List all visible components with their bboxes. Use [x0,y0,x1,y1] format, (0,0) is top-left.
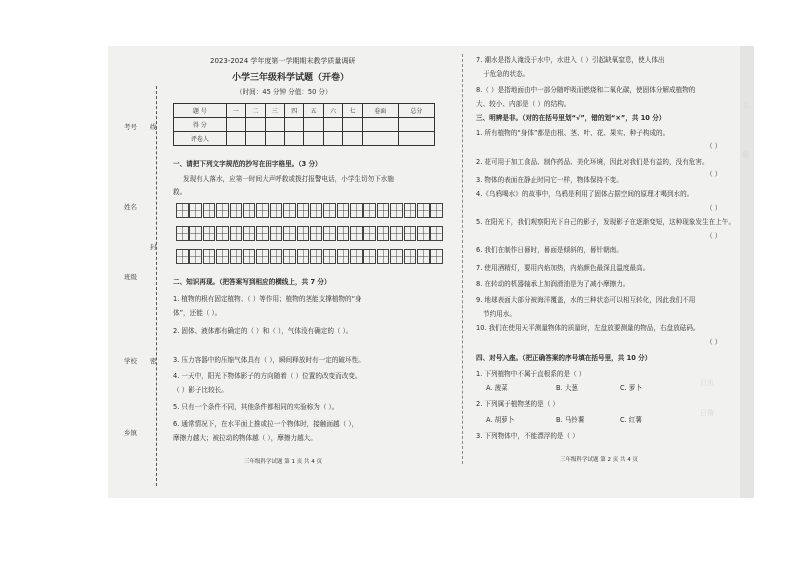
tianzige-cell[interactable] [176,249,189,264]
score-header-cell: 五 [304,104,323,118]
tianzige-cell[interactable] [310,203,323,218]
tianzige-cell[interactable] [270,226,283,241]
tianzige-cell[interactable] [350,203,363,218]
tianzige-cell[interactable] [404,203,417,218]
time-score-info: （时间：45 分钟 分值：50 分） [236,88,332,96]
tianzige-cell[interactable] [310,226,323,241]
tianzige-cell[interactable] [203,249,216,264]
question-2-2: 2. 固体、液体都有确定的（ ）和（ ），气体没有确定的（ ）。 [173,327,353,335]
tf-9-line2: 节约用水。 [483,310,516,318]
section4-title: 四、对号入座。（把正确答案的序号填在括号里，共 10 分） [476,354,652,362]
tianzige-cell[interactable] [404,249,417,264]
score-header-cell: 总分 [398,104,434,118]
tf-4-answer[interactable]: （ ） [706,204,722,212]
question-2-5: 5. 只有一个条件不同，其他条件都相同的实验称为（ ）。 [173,403,339,411]
tianzige-cell[interactable] [216,226,229,241]
tianzige-cell[interactable] [390,249,403,264]
question-2-6-line1: 6. 通常情况下，在水平面上推或拉一个物体时，接触面越（ ）， [173,420,359,428]
exam-title: 小学三年级科学试题（开卷） [232,73,350,83]
tianzige-cell[interactable] [203,203,216,218]
section1-text-line1: 发现有人落水，应第一时间大声呼救或拨打报警电话，小学生切勿下水施 [183,175,394,183]
tf-5: 5. 在阳光下，我们观察阳光下自己的影子，发现影子在逐渐变短，这种现象发生在上午。 [476,218,735,226]
section1-text-line2: 救。 [173,188,187,196]
tianzige-cell[interactable] [176,203,189,218]
page-footer-1: 三年级科学试题 第 1 页 共 4 页 [244,459,322,465]
tianzige-cell[interactable] [270,249,283,264]
tf-5-answer[interactable]: （ ） [706,232,722,240]
name-label: 姓名 [124,203,137,211]
tianzige-cell[interactable] [350,226,363,241]
tianzige-cell[interactable] [176,226,189,241]
question-2-7-line1: 7. 潮水是指人淹没于水中，水进入（ ）引起缺氧窒息，使人体出 [476,56,665,64]
grader-row-label: 评卷人 [174,132,227,146]
class-label: 班级 [124,273,137,281]
tf-4: 4.《乌鸦喝水》的故事中，乌鸦是利用了固体占据空间的原理才喝到水的。 [476,190,694,198]
score-table [173,103,435,146]
tianzige-cell[interactable] [363,249,376,264]
score-header-cell: 题 号 [174,104,227,118]
score-header-cell: 一 [226,104,245,118]
tianzige-cell[interactable] [337,249,350,264]
tianzige-cell[interactable] [230,249,243,264]
tianzige-cell[interactable] [189,249,202,264]
tianzige-cell[interactable] [283,226,296,241]
tianzige-row[interactable] [176,226,444,241]
tianzige-cell[interactable] [297,203,310,218]
tianzige-row[interactable] [176,203,444,218]
mc-3: 3. 下列物体中，不能漂浮的是（ ） [476,432,579,440]
tianzige-cell[interactable] [256,226,269,241]
township-label: 乡镇 [124,429,137,437]
mc-2: 2. 下列属于植物茎的是（ ） [476,400,560,408]
score-header-cell: 四 [285,104,304,118]
tianzige-cell[interactable] [243,249,256,264]
tf-1-answer[interactable]: （ ） [706,142,722,150]
tianzige-cell[interactable] [390,226,403,241]
bleed-through-text: 题 [742,151,749,159]
tianzige-cell[interactable] [270,203,283,218]
mc-1-option-b[interactable]: B. 大葱 [556,384,578,392]
section2-title: 二、知识再现。（把答案写到相应的横线上，共 7 分） [173,278,331,286]
tianzige-cell[interactable] [377,249,390,264]
score-header-cell: 六 [323,104,342,118]
tf-8: 8. 在转动的机器轴承上加润滑油是为了减小摩擦力。 [476,280,630,288]
tianzige-cell[interactable] [430,203,443,218]
mc-2-option-c[interactable]: C. 红薯 [620,416,642,424]
question-2-8-line2: 大、较小、内部是（ ）的结构。 [476,100,571,108]
seal-mark-secret: 密 [150,357,157,365]
mc-1-option-c[interactable]: C. 萝卜 [620,384,642,392]
tf-3: 3. 物体的表面在静止时同它一样，物体保持不变。 [476,176,623,184]
tianzige-cell[interactable] [363,203,376,218]
tianzige-cell[interactable] [417,226,430,241]
page-footer-2: 三年级科学试题 第 2 页 共 4 页 [560,457,638,463]
tianzige-cell[interactable] [430,249,443,264]
student-id-label: 考号 [124,123,137,131]
tianzige-cell[interactable] [297,226,310,241]
tianzige-cell[interactable] [323,203,336,218]
exam-header: 2023-2024 学年度第一学期期末教学质量调研 [210,57,356,65]
tianzige-cell[interactable] [337,203,350,218]
tf-10: 10. 我们在使用天平测量物体的质量时，左盘放要测量的物品，右盘放砝码。 [476,324,700,332]
tianzige-cell[interactable] [189,226,202,241]
tianzige-cell[interactable] [243,203,256,218]
seal-mark-seal: 封 [150,243,157,251]
tianzige-cell[interactable] [230,203,243,218]
score-header-cell: 卷面 [362,104,398,118]
question-2-4-line1: 4. 一天中，阳光下物体影子的方向随着（ ）位置的改变而改变。 [173,372,362,380]
tianzige-cell[interactable] [203,226,216,241]
tianzige-cell[interactable] [283,249,296,264]
tianzige-cell[interactable] [216,249,229,264]
question-2-7-line2: 于危急的状态。 [483,70,530,78]
question-2-1-line1: 1. 植物的根有固定植物、（ ）等作用；植物的茎能支撑植物的“身 [173,295,362,303]
section3-title: 三、明辨是非。（对的在括号里划“√”，错的划“×”，共 10 分） [476,114,666,122]
scan-shadow-right [740,46,754,498]
question-2-8-line1: 8.（ ）是指地面由中一部分随呼吸而燃烧和二氧化碳，使固体分解成植物的 [476,86,696,94]
tianzige-cell[interactable] [189,203,202,218]
tianzige-cell[interactable] [243,226,256,241]
tf-9-line1: 9. 地球表面大部分被海洋覆盖，水的三种状态可以相互转化，因此我们不用 [476,296,696,304]
tianzige-cell[interactable] [283,203,296,218]
mc-1-option-a[interactable]: A. 菠菜 [486,384,508,392]
tianzige-cell[interactable] [297,249,310,264]
tianzige-cell[interactable] [337,226,350,241]
tianzige-cell[interactable] [323,226,336,241]
score-header-cell: 二 [246,104,265,118]
question-2-4-line2: （ ）影子比较长。 [173,386,228,394]
tianzige-cell[interactable] [417,249,430,264]
tianzige-cell[interactable] [310,249,323,264]
tianzige-cell[interactable] [430,226,443,241]
bleed-through-text: 上 [742,101,749,109]
bleed-through-text: 日出 [700,379,714,387]
tianzige-cell[interactable] [230,226,243,241]
tianzige-cell[interactable] [216,203,229,218]
bleed-through-text: 日落 [700,409,714,417]
tf-2: 2. 花可用于加工食品、制作药品、美化环境，因此对我们是有益的，没有危害。 [476,158,709,166]
tianzige-cell[interactable] [377,226,390,241]
tf-6: 6. 我们在制作日晷时，晷面是倾斜的，晷针朝南。 [476,246,623,254]
section1-title: 一、请把下列文字规范的抄写在田字格里。（3 分） [173,160,322,168]
tianzige-cell[interactable] [256,249,269,264]
question-2-1-line2: 体”，还能（ ）。 [173,309,222,317]
question-2-3: 3. 压力容器中的压缩气体具有（ ），瞬间释放时有一定的破坏性。 [173,356,365,364]
tianzige-row[interactable] [176,249,444,264]
question-2-6-line2: 摩擦力越大；被拉动的物体越（ ），摩擦力越大。 [173,434,317,442]
page-divider [462,54,463,464]
tianzige-cell[interactable] [323,249,336,264]
binding-line [156,86,157,486]
score-header-cell: 七 [343,104,362,118]
school-label: 学校 [124,357,137,365]
tianzige-cell[interactable] [256,203,269,218]
tf-7: 7. 使用酒精灯，要用内焰加热，内焰颜色最深且温度最高。 [476,264,650,272]
tf-2-answer[interactable]: （ ） [706,170,722,178]
tianzige-cell[interactable] [377,203,390,218]
tianzige-cell[interactable] [417,203,430,218]
tianzige-cell[interactable] [404,226,417,241]
mc-1: 1. 下列植物中不属于直根系的是（ ） [476,370,586,378]
tf-10-answer[interactable]: （ ） [706,338,722,346]
tianzige-cell[interactable] [363,226,376,241]
tf-1: 1. 所有植物的“身体”都是由根、茎、叶、花、果实、种子构成的。 [476,129,670,137]
mc-2-option-b[interactable]: B. 马铃薯 [556,416,585,424]
score-header-cell: 三 [265,104,284,118]
tianzige-cell[interactable] [390,203,403,218]
seal-mark-line: 线 [150,123,157,131]
tianzige-cell[interactable] [350,249,363,264]
mc-2-option-a[interactable]: A. 胡萝卜 [486,416,515,424]
score-row-label: 得 分 [174,118,227,132]
